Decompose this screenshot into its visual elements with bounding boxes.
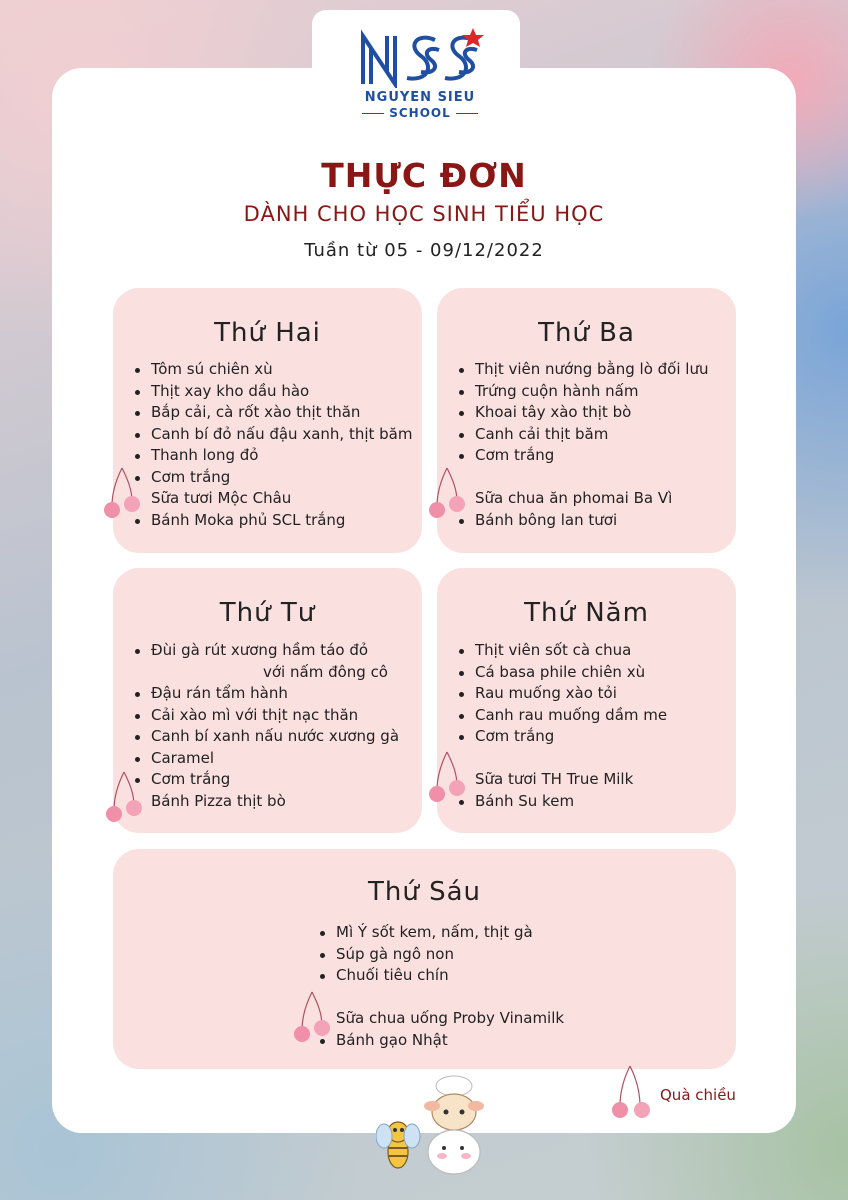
list-item: Bánh Moka phủ SCL trắng xyxy=(133,510,412,532)
list-item: Thịt viên nướng bằng lò đối lưu xyxy=(457,359,708,381)
list-item: Canh bí xanh nấu nước xương gà xyxy=(133,726,399,748)
school-logo xyxy=(340,28,500,132)
day-title: Thứ Sáu xyxy=(367,877,482,907)
menu-list xyxy=(318,922,564,1051)
cherry-icon xyxy=(102,770,148,824)
cherry-icon xyxy=(100,466,146,520)
week-range: Tuần từ 05 - 09/12/2022 xyxy=(304,240,544,261)
nss-logo-mark xyxy=(355,28,485,88)
day-card-tuesday xyxy=(437,288,736,553)
legend-cherry-icon xyxy=(606,1064,656,1120)
sheep-chef-icon xyxy=(424,1076,484,1174)
list-spacer xyxy=(318,987,564,1009)
list-item: Bánh Su kem xyxy=(457,791,667,813)
list-item: Canh bí đỏ nấu đậu xanh, thịt băm xyxy=(133,424,412,446)
list-item: Súp gà ngô non xyxy=(318,944,564,966)
day-title: Thứ Tư xyxy=(219,598,316,628)
list-item: Bánh gạo Nhật xyxy=(318,1030,564,1052)
list-item: Thịt xay kho dầu hào xyxy=(133,381,412,403)
list-item: Chuối tiêu chín xyxy=(318,965,564,987)
list-item: Sữa tươi TH True Milk xyxy=(475,770,634,788)
list-item: Bánh bông lan tươi xyxy=(457,510,708,532)
list-item: Đùi gà rút xương hầm táo đỏ xyxy=(133,640,399,662)
list-item: Bắp cải, cà rốt xào thịt thăn xyxy=(133,402,412,424)
list-item: Thanh long đỏ xyxy=(133,445,412,467)
list-item: Canh rau muống dầm me xyxy=(457,705,667,727)
cherry-icon xyxy=(425,750,471,804)
list-item: Cơm trắng xyxy=(457,726,667,748)
cherry-icon xyxy=(290,990,336,1044)
list-item: Đậu rán tẩm hành xyxy=(133,683,399,705)
menu-list xyxy=(133,359,412,531)
list-item: Khoai tây xào thịt bò xyxy=(457,402,708,424)
list-item: Sữa chua ăn phomai Ba Vì xyxy=(475,489,673,507)
list-item: Cơm trắng xyxy=(457,445,708,467)
day-card-friday xyxy=(113,849,736,1069)
day-title: Thứ Năm xyxy=(524,598,649,628)
day-title: Thứ Hai xyxy=(214,318,321,348)
list-item: Tôm sú chiên xù xyxy=(133,359,412,381)
day-card-wednesday xyxy=(113,568,422,833)
list-item: Cơm trắng xyxy=(133,769,399,791)
list-item: Cải xào mì với thịt nạc thăn xyxy=(133,705,399,727)
list-item: Cá basa phile chiên xù xyxy=(457,662,667,684)
page-subtitle: DÀNH CHO HỌC SINH TIỂU HỌC xyxy=(243,202,605,226)
logo-name: NGUYEN SIEU xyxy=(364,90,476,105)
mascot-illustration xyxy=(376,1074,496,1178)
legend-label: Quà chiều xyxy=(660,1086,736,1104)
day-card-monday xyxy=(113,288,422,553)
list-item: Trứng cuộn hành nấm xyxy=(457,381,708,403)
list-item: Caramel xyxy=(133,748,399,770)
menu-list xyxy=(133,640,399,812)
list-item: Thịt viên sốt cà chua xyxy=(457,640,667,662)
list-item: Sữa chua uống Proby Vinamilk xyxy=(336,1009,565,1027)
list-item: Bánh Pizza thịt bò xyxy=(151,791,286,810)
list-item: Sữa tươi Mộc Châu xyxy=(151,489,292,507)
list-item-continuation: với nấm đông cô xyxy=(263,662,388,681)
logo-school: SCHOOL xyxy=(340,106,500,120)
day-card-thursday xyxy=(437,568,736,833)
list-spacer xyxy=(457,467,708,489)
menu-list xyxy=(457,359,708,531)
cherry-icon xyxy=(425,466,471,520)
list-spacer xyxy=(457,748,667,770)
bee-icon xyxy=(376,1122,420,1168)
page-title: THỰC ĐƠN xyxy=(321,156,527,195)
menu-list xyxy=(457,640,667,812)
list-item: Canh cải thịt băm xyxy=(457,424,708,446)
star-icon xyxy=(462,28,484,47)
day-title: Thứ Ba xyxy=(538,318,635,348)
list-item: Mì Ý sốt kem, nấm, thịt gà xyxy=(318,922,564,944)
list-item: Cơm trắng xyxy=(133,467,412,489)
list-item: Rau muống xào tỏi xyxy=(457,683,667,705)
